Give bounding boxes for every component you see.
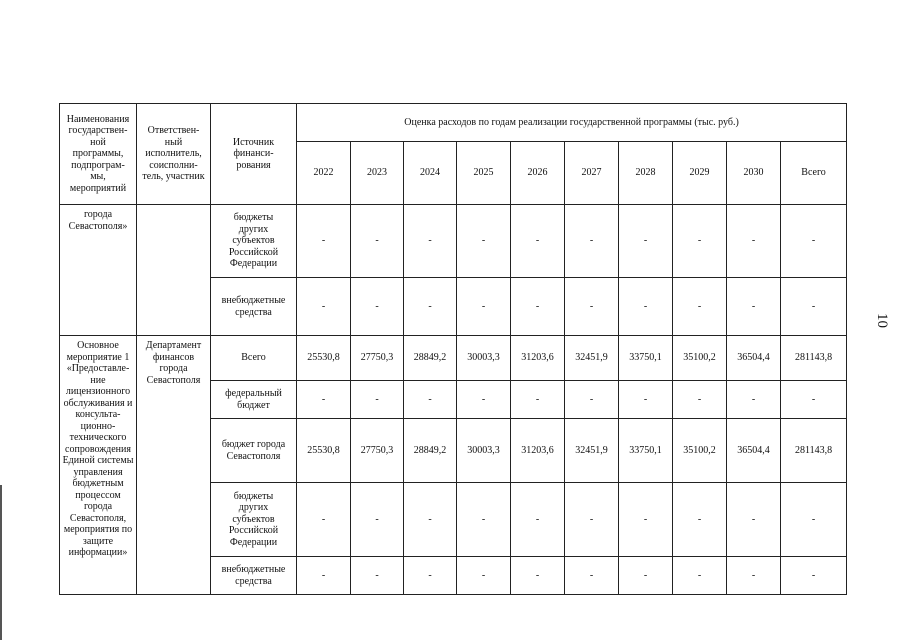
funding-source-cell: Всего — [211, 336, 297, 381]
value-cell: - — [781, 483, 847, 557]
value-cell: - — [351, 205, 404, 278]
value-cell: - — [297, 483, 351, 557]
value-cell: - — [511, 483, 565, 557]
value-cell: - — [673, 483, 727, 557]
value-cell: - — [511, 557, 565, 595]
value-cell: - — [673, 205, 727, 278]
value-cell: - — [297, 381, 351, 419]
value-cell: 27750,3 — [351, 336, 404, 381]
program-name-cell: Основное мероприятие 1 «Предоставле- ние лицензионного обслуживания и консульта- ционно- технического сопровождения Единой системы управления бюджетным процессом города Севастополя, мероприятия по защите информации» — [60, 336, 137, 595]
value-cell: - — [619, 483, 673, 557]
header-year: 2029 — [673, 142, 727, 205]
value-cell: - — [351, 278, 404, 336]
header-year: 2026 — [511, 142, 565, 205]
value-cell: 28849,2 — [404, 336, 457, 381]
value-cell: - — [727, 557, 781, 595]
value-cell: - — [673, 278, 727, 336]
value-cell: 281143,8 — [781, 336, 847, 381]
funding-source-cell: бюджеты других субъектов Российской Федерации — [211, 205, 297, 278]
value-cell: - — [727, 483, 781, 557]
funding-source-cell: внебюджетные средства — [211, 557, 297, 595]
value-cell: - — [727, 205, 781, 278]
header-responsible: Ответствен- ный исполнитель, соисполни- тель, участник — [137, 104, 211, 205]
funding-source-cell: бюджеты других субъектов Российской Федерации — [211, 483, 297, 557]
responsible-cell: Департамент финансов города Севастополя — [137, 336, 211, 595]
value-cell: 25530,8 — [297, 336, 351, 381]
value-cell: - — [619, 557, 673, 595]
header-cost-estimate: Оценка расходов по годам реализации государственной программы (тыс. руб.) — [297, 104, 847, 142]
value-cell: 35100,2 — [673, 419, 727, 483]
value-cell: - — [727, 381, 781, 419]
value-cell: - — [781, 205, 847, 278]
header-total: Всего — [781, 142, 847, 205]
value-cell: 31203,6 — [511, 336, 565, 381]
budget-table — [59, 103, 847, 595]
funding-source-cell: бюджет города Севастополя — [211, 419, 297, 483]
header-row — [60, 104, 847, 142]
value-cell: 33750,1 — [619, 336, 673, 381]
value-cell: - — [565, 205, 619, 278]
header-funding-source: Источник финанси- рования — [211, 104, 297, 205]
header-year: 2023 — [351, 142, 404, 205]
funding-source-cell: федеральный бюджет — [211, 381, 297, 419]
header-year: 2030 — [727, 142, 781, 205]
header-year: 2027 — [565, 142, 619, 205]
value-cell: - — [457, 483, 511, 557]
value-cell: - — [351, 557, 404, 595]
value-cell: - — [781, 557, 847, 595]
value-cell: - — [351, 483, 404, 557]
value-cell: 32451,9 — [565, 336, 619, 381]
value-cell: - — [727, 278, 781, 336]
header-year: 2028 — [619, 142, 673, 205]
value-cell: - — [511, 278, 565, 336]
value-cell: - — [351, 381, 404, 419]
header-year: 2025 — [457, 142, 511, 205]
scan-edge-line — [0, 485, 2, 640]
value-cell: - — [619, 205, 673, 278]
value-cell: 28849,2 — [404, 419, 457, 483]
value-cell: 36504,4 — [727, 419, 781, 483]
value-cell: - — [511, 205, 565, 278]
value-cell: - — [619, 278, 673, 336]
value-cell: 27750,3 — [351, 419, 404, 483]
program-name-cell: города Севастополя» — [60, 205, 137, 336]
value-cell: - — [297, 557, 351, 595]
value-cell: - — [297, 278, 351, 336]
value-cell: - — [404, 205, 457, 278]
header-year: 2022 — [297, 142, 351, 205]
value-cell: - — [404, 483, 457, 557]
value-cell: - — [457, 557, 511, 595]
value-cell: 30003,3 — [457, 419, 511, 483]
value-cell: - — [457, 205, 511, 278]
value-cell: - — [511, 381, 565, 419]
value-cell: 32451,9 — [565, 419, 619, 483]
value-cell: - — [619, 381, 673, 419]
value-cell: - — [781, 278, 847, 336]
table-row — [60, 336, 847, 381]
value-cell: 31203,6 — [511, 419, 565, 483]
responsible-cell — [137, 205, 211, 336]
value-cell: - — [781, 381, 847, 419]
table-row — [60, 205, 847, 278]
header-program-name: Наименования государствен- ной программы, подпрограм- мы, мероприятий — [60, 104, 137, 205]
value-cell: - — [565, 557, 619, 595]
value-cell: 35100,2 — [673, 336, 727, 381]
value-cell: - — [565, 278, 619, 336]
header-year: 2024 — [404, 142, 457, 205]
value-cell: - — [565, 483, 619, 557]
value-cell: 25530,8 — [297, 419, 351, 483]
value-cell: - — [565, 381, 619, 419]
value-cell: - — [404, 381, 457, 419]
page-number: 10 — [874, 313, 890, 328]
value-cell: 281143,8 — [781, 419, 847, 483]
funding-source-cell: внебюджетные средства — [211, 278, 297, 336]
value-cell: - — [457, 381, 511, 419]
value-cell: - — [673, 557, 727, 595]
value-cell: 30003,3 — [457, 336, 511, 381]
value-cell: 33750,1 — [619, 419, 673, 483]
value-cell: - — [457, 278, 511, 336]
value-cell: 36504,4 — [727, 336, 781, 381]
value-cell: - — [404, 278, 457, 336]
value-cell: - — [297, 205, 351, 278]
value-cell: - — [673, 381, 727, 419]
value-cell: - — [404, 557, 457, 595]
